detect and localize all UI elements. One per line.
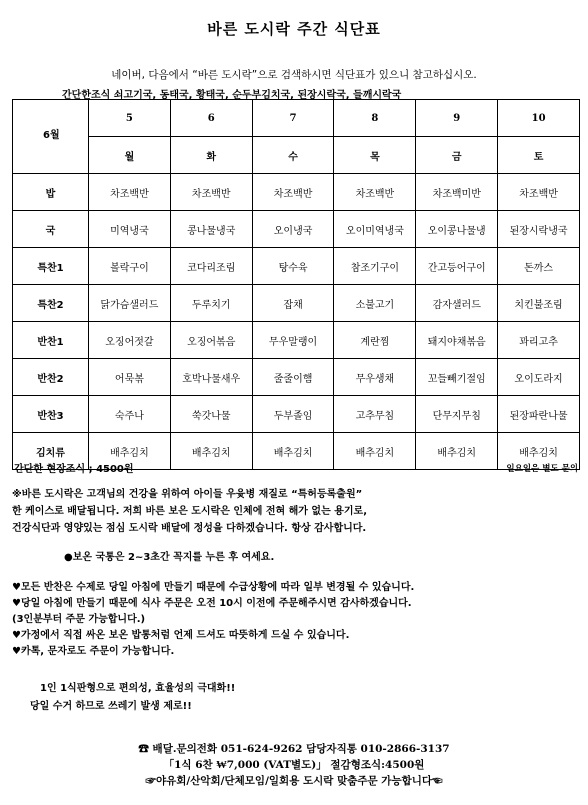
menu-item: 치킨불조림 <box>498 285 580 322</box>
row-label: 특찬1 <box>13 248 89 285</box>
menu-item: 두부졸임 <box>252 396 334 433</box>
menu-item: 단무지무침 <box>416 396 498 433</box>
container-notice <box>12 486 367 537</box>
menu-item: 어묵볶 <box>89 359 171 396</box>
intro-text: 네이버, 다음에서 “바른 도시락”으로 검색하시면 식단표가 있으니 참고하십시오. <box>111 69 477 81</box>
menu-item: 무우말랭이 <box>252 322 334 359</box>
menu-item: 차조백반 <box>334 174 416 211</box>
weekday-cell: 수 <box>252 137 334 174</box>
weekly-menu-table <box>12 99 580 470</box>
menu-item: 참조기구이 <box>334 248 416 285</box>
soup-thermos-notice: ●보온 국통은 2~3초간 꼭지를 누른 후 여세요. <box>64 552 275 563</box>
notice-line: 당일 수거 하므로 쓰레기 발생 제로!! <box>30 701 192 712</box>
row-label: 반찬3 <box>13 396 89 433</box>
menu-item: 차조백반 <box>252 174 334 211</box>
date-row <box>13 100 580 137</box>
menu-item: 코다리조림 <box>170 248 252 285</box>
row-label: 밥 <box>13 174 89 211</box>
menu-item: 볼락구이 <box>89 248 171 285</box>
notice-line: ※바른 도시락은 고객님의 건강을 위하여 아이들 우윳병 재질로 “특허등록출원” <box>12 489 363 500</box>
menu-item: 소불고기 <box>334 285 416 322</box>
menu-item: 오이냉국 <box>252 211 334 248</box>
menu-item: 줄줄이햄 <box>252 359 334 396</box>
month-label: 6월 <box>43 130 60 141</box>
menu-item: 계란찜 <box>334 322 416 359</box>
page-title: 바른 도시락 주간 식단표 <box>207 20 381 38</box>
notice-line: ♥당일 아침에 만들기 때문에 식사 주문은 오전 10시 이전에 주문해주시면 감사하겠습니다. <box>12 598 412 609</box>
menu-row <box>13 359 580 396</box>
menu-item: 탕수육 <box>252 248 334 285</box>
contact-footer <box>0 741 588 789</box>
row-label: 김치류 <box>13 433 89 470</box>
menu-item: 미역냉국 <box>89 211 171 248</box>
menu-item: 무우생채 <box>334 359 416 396</box>
menu-item: 쑥갓나물 <box>170 396 252 433</box>
menu-item: 된장시락냉국 <box>498 211 580 248</box>
tray-notice <box>30 680 236 716</box>
menu-row <box>13 285 580 322</box>
weekday-cell: 목 <box>334 137 416 174</box>
date-cell: 10 <box>498 100 580 137</box>
row-label: 특찬2 <box>13 285 89 322</box>
menu-item: 배추김치 <box>498 433 580 470</box>
menu-item: 돼지야채볶음 <box>416 322 498 359</box>
notice-line: ♥카톡, 문자로도 주문이 가능합니다. <box>12 646 175 657</box>
menu-item: 차조백반 <box>89 174 171 211</box>
date-cell: 9 <box>416 100 498 137</box>
order-notice <box>12 580 414 660</box>
menu-item: 숙주나 <box>89 396 171 433</box>
menu-item: 꼬들빼기절임 <box>416 359 498 396</box>
field-breakfast-price: 간단한 현장조식 ; 4500원 <box>14 464 134 475</box>
notice-line: 한 케이스로 배달됩니다. 저희 바른 보은 도시락은 인체에 전혀 해가 없는 용기로, <box>12 506 368 517</box>
weekday-cell: 월 <box>89 137 171 174</box>
row-label: 반찬1 <box>13 322 89 359</box>
menu-row <box>13 174 580 211</box>
row-label: 국 <box>13 211 89 248</box>
menu-item: 콩나물냉국 <box>170 211 252 248</box>
menu-row <box>13 211 580 248</box>
menu-item: 오징어볶음 <box>170 322 252 359</box>
notice-line: ♥가정에서 직접 싸온 보온 밥통처럼 언제 드셔도 따뜻하게 드실 수 있습니다. <box>12 630 350 641</box>
menu-item: 배추김치 <box>89 433 171 470</box>
weekday-cell: 금 <box>416 137 498 174</box>
notice-line: 건강식단과 영양있는 점심 도시락 배달에 정성을 다하겠습니다. 항상 감사합니다. <box>12 523 367 534</box>
breakfast-soups-line: 간단한조식 쇠고기국, 동태국, 황태국, 순두부김치국, 된장시락국, 들깨시락국 <box>62 90 402 101</box>
menu-item: 고추무침 <box>334 396 416 433</box>
menu-item: 오이도라지 <box>498 359 580 396</box>
menu-item: 오이콩나물냉 <box>416 211 498 248</box>
menu-item: 차조백반 <box>498 174 580 211</box>
menu-item: 간고등어구이 <box>416 248 498 285</box>
price-line: 「1식 6찬 ₩7,000 (VAT별도)」 절감형조식:4500원 <box>163 759 425 771</box>
menu-item: 두루치기 <box>170 285 252 322</box>
menu-item: 차조백반 <box>170 174 252 211</box>
notice-line: 1인 1식판형으로 편의성, 효율성의 극대화!! <box>40 683 236 694</box>
row-label: 반찬2 <box>13 359 89 396</box>
menu-item: 된장파란나물 <box>498 396 580 433</box>
date-cell: 5 <box>89 100 171 137</box>
menu-item: 오이미역냉국 <box>334 211 416 248</box>
menu-item: 감자샐러드 <box>416 285 498 322</box>
menu-item: 배추김치 <box>416 433 498 470</box>
phone-line: ☎ 배달.문의전화 051-624-9262 담당자직통 010-2866-3137 <box>138 743 450 755</box>
notice-line: (3인분부터 주문 가능합니다.) <box>12 614 146 625</box>
menu-row <box>13 396 580 433</box>
weekday-cell: 화 <box>170 137 252 174</box>
date-cell: 6 <box>170 100 252 137</box>
menu-item: 닭가슴샐러드 <box>89 285 171 322</box>
date-cell: 8 <box>334 100 416 137</box>
menu-item: 배추김치 <box>334 433 416 470</box>
menu-item: 오징어젓갈 <box>89 322 171 359</box>
sunday-note: 일요일은 별도 문의 <box>506 464 578 474</box>
menu-item: 잡채 <box>252 285 334 322</box>
date-cell: 7 <box>252 100 334 137</box>
menu-item: 돈까스 <box>498 248 580 285</box>
month-cell <box>13 100 89 174</box>
menu-rows <box>13 174 580 470</box>
menu-item: 호박나물새우 <box>170 359 252 396</box>
menu-item: 배추김치 <box>252 433 334 470</box>
weekday-cell: 토 <box>498 137 580 174</box>
menu-item: 꽈리고추 <box>498 322 580 359</box>
menu-row <box>13 248 580 285</box>
menu-row <box>13 322 580 359</box>
notice-line: ♥모든 반찬은 수제로 당일 아침에 만들기 때문에 수급상황에 따라 일부 변경될 수 있습니다. <box>12 582 415 593</box>
menu-item: 배추김치 <box>170 433 252 470</box>
custom-order-line: ☞야유회/산악회/단체모임/일회용 도시락 맞춤주문 가능합니다☜ <box>145 775 443 787</box>
menu-item: 차조백미반 <box>416 174 498 211</box>
weekday-row <box>13 137 580 174</box>
